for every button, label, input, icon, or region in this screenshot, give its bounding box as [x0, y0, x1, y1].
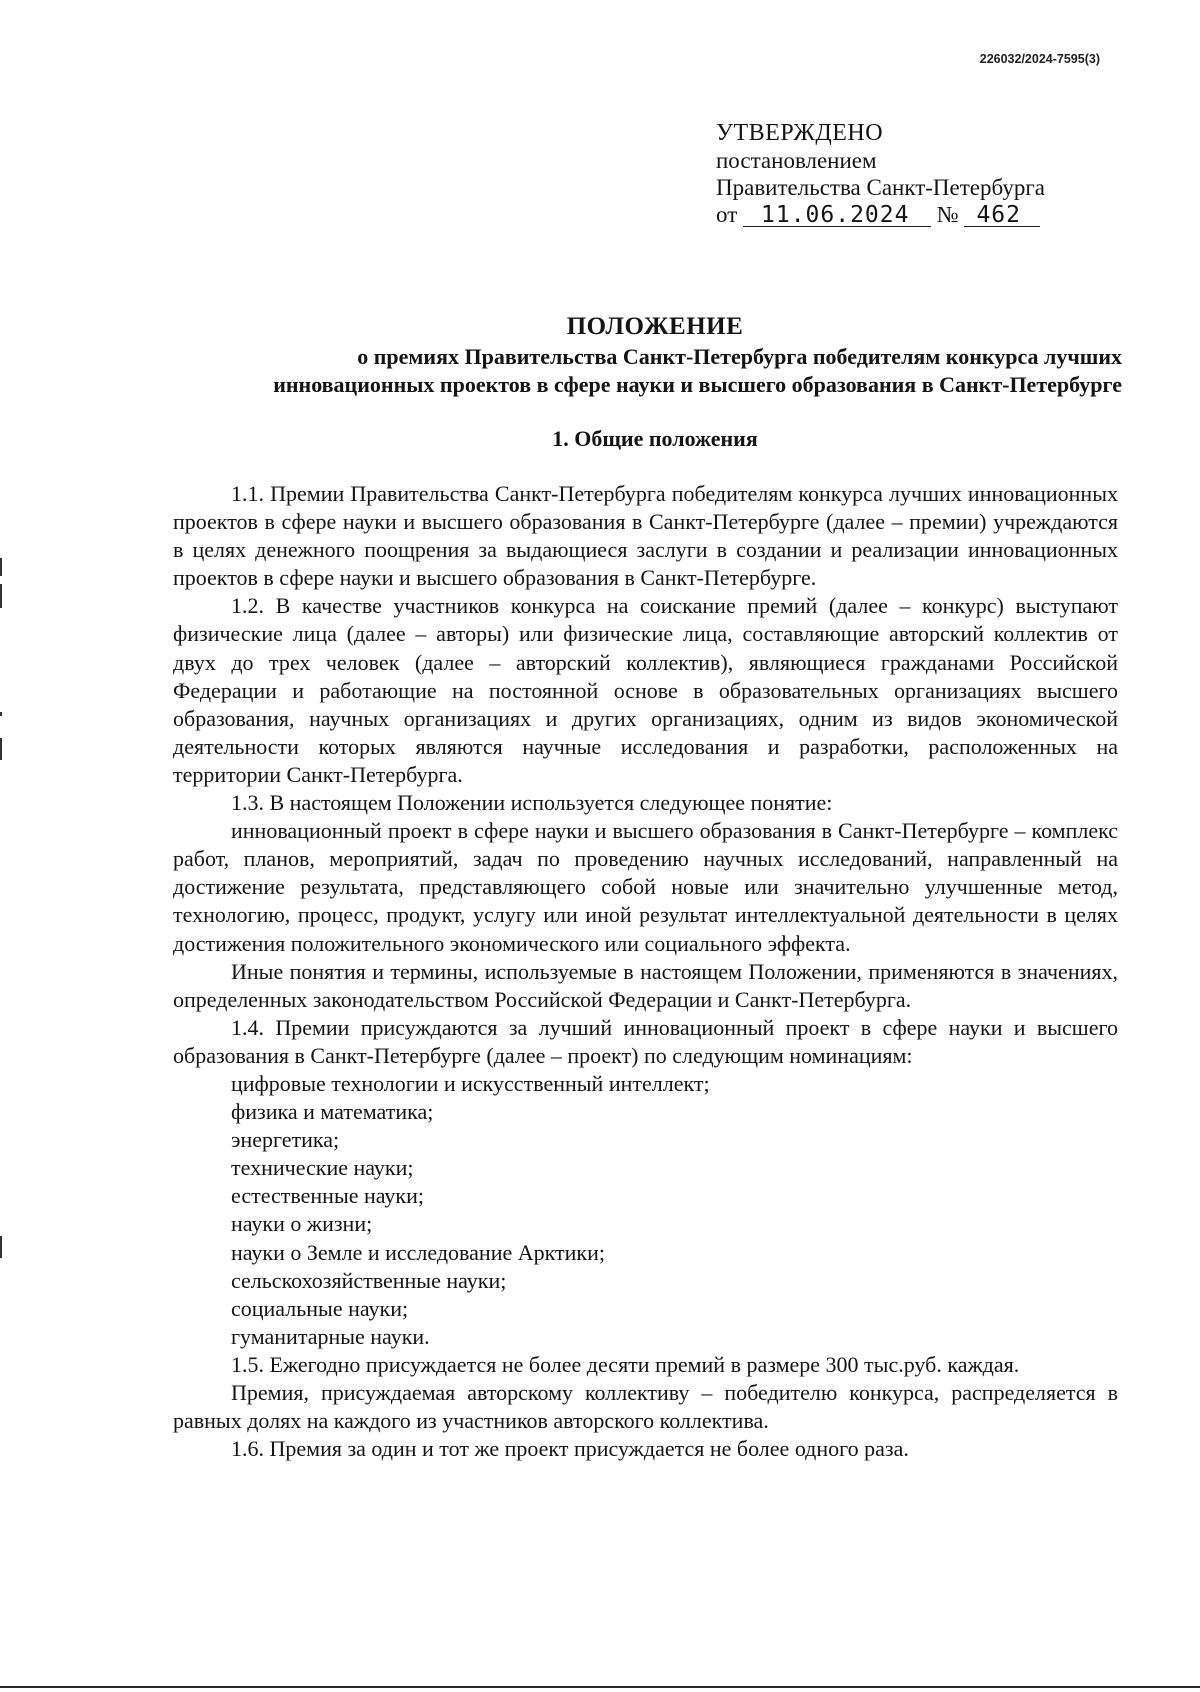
list-item: физика и математика;: [231, 1099, 434, 1125]
paragraph-1-5: 1.5. Ежегодно присуждается не более десяти премий в размере 300 тыс.руб. каждая.: [231, 1351, 1020, 1377]
approval-date-number-line: [716, 201, 1045, 228]
approval-heading: УТВЕРЖДЕНО: [716, 120, 884, 146]
document-title: ПОЛОЖЕНИЕ: [566, 313, 744, 340]
scan-edge-mark: [0, 584, 2, 608]
paragraph-1-3-definition: инновационный проект в сфере науки и высшего образования в Санкт-Петербурге – комплекс работ, планов, мероприятий, задач по проведению научных исследований, направленный на достижение результата, представляющего собой новые или значительно улучшенные метод, технологию, процесс, продукт, услугу или иной результат интеллектуальной деятельности в целях достижения положительного экономического или социального эффекта.: [173, 818, 1118, 956]
list-item: цифровые технологии и искусственный интеллект;: [231, 1070, 710, 1096]
list-item: гуманитарные науки.: [231, 1323, 430, 1349]
list-item: науки о Земле и исследование Арктики;: [231, 1239, 605, 1265]
list-item: социальные науки;: [231, 1295, 409, 1321]
paragraph-1-3-other-terms: Иные понятия и термины, используемые в настоящем Положении, применяются в значениях, определенных законодательством Российской Федерации и Санкт-Петербурга.: [173, 958, 1118, 1012]
approval-line-decree: постановлением: [716, 148, 877, 173]
scan-edge-mark: [0, 738, 2, 760]
paragraph-1-2: 1.2. В качестве участников конкурса на соискание премий (далее – конкурс) выступают физические лица (далее – авторы) или физические лица, составляющие авторский коллектив от двух до трех человек (далее – авторский коллектив), являющиеся гражданами Российской Федерации и работающие на постоянной основе в образовательных организациях высшего образования, научных организациях и других организациях, одним из видов экономической деятельности которых являются научные исследования и разработки, расположенных на территории Санкт-Петербурга.: [173, 593, 1118, 787]
list-item: естественные науки;: [231, 1183, 424, 1209]
list-item: сельскохозяйственные науки;: [231, 1267, 507, 1293]
scan-bottom-edge: [0, 1686, 1200, 1688]
paragraph-1-1: 1.1. Премии Правительства Санкт-Петербурга победителям конкурса лучших инновационных проектов в сфере науки и высшего образования в Санкт-Петербурге (далее – премии) учреждаются в целях денежного поощрения за выдающиеся заслуги в создании и реализации инновационных проектов в сфере науки и высшего образования в Санкт-Петербурге.: [173, 481, 1118, 591]
approval-stamp-block: [716, 120, 1045, 228]
paragraph-1-6: 1.6. Премия за один и тот же проект присуждается не более одного раза.: [231, 1436, 909, 1462]
list-item: энергетика;: [231, 1127, 340, 1153]
nominations-list: [173, 1070, 1118, 1351]
paragraph-1-5-team: Премия, присуждаемая авторскому коллективу – победителю конкурса, распределяется в равных долях на каждого из участников авторского коллектива.: [173, 1380, 1118, 1434]
document-body: [173, 480, 1118, 1463]
scan-edge-mark: [0, 558, 2, 576]
section-heading: 1. Общие положения: [552, 426, 758, 451]
approval-number-prefix: №: [936, 202, 959, 227]
document-subtitle-line-2: инновационных проектов в сфере науки и высшего образования в Санкт-Петербурге: [273, 372, 1122, 397]
scan-edge-mark: [0, 1236, 2, 1258]
approval-number: 462: [964, 204, 1040, 227]
paragraph-1-3: 1.3. В настоящем Положении используется следующее понятие:: [231, 790, 833, 816]
scan-edge-mark: [0, 712, 2, 716]
document-registration-number: 226032/2024-7595(3): [979, 52, 1100, 66]
document-subtitle: [172, 343, 1122, 399]
approval-date-prefix: от: [716, 202, 738, 227]
list-item: науки о жизни;: [231, 1211, 373, 1237]
list-item: технические науки;: [231, 1155, 414, 1181]
paragraph-1-4: 1.4. Премии присуждаются за лучший инновационный проект в сфере науки и высшего образования в Санкт-Петербурге (далее – проект) по следующим номинациям:: [173, 1014, 1118, 1068]
document-subtitle-line-1: о премиях Правительства Санкт-Петербурга победителям конкурса лучших: [357, 344, 1122, 369]
approval-line-government: Правительства Санкт-Петербурга: [716, 175, 1045, 200]
approval-date: 11.06.2024: [743, 204, 931, 227]
